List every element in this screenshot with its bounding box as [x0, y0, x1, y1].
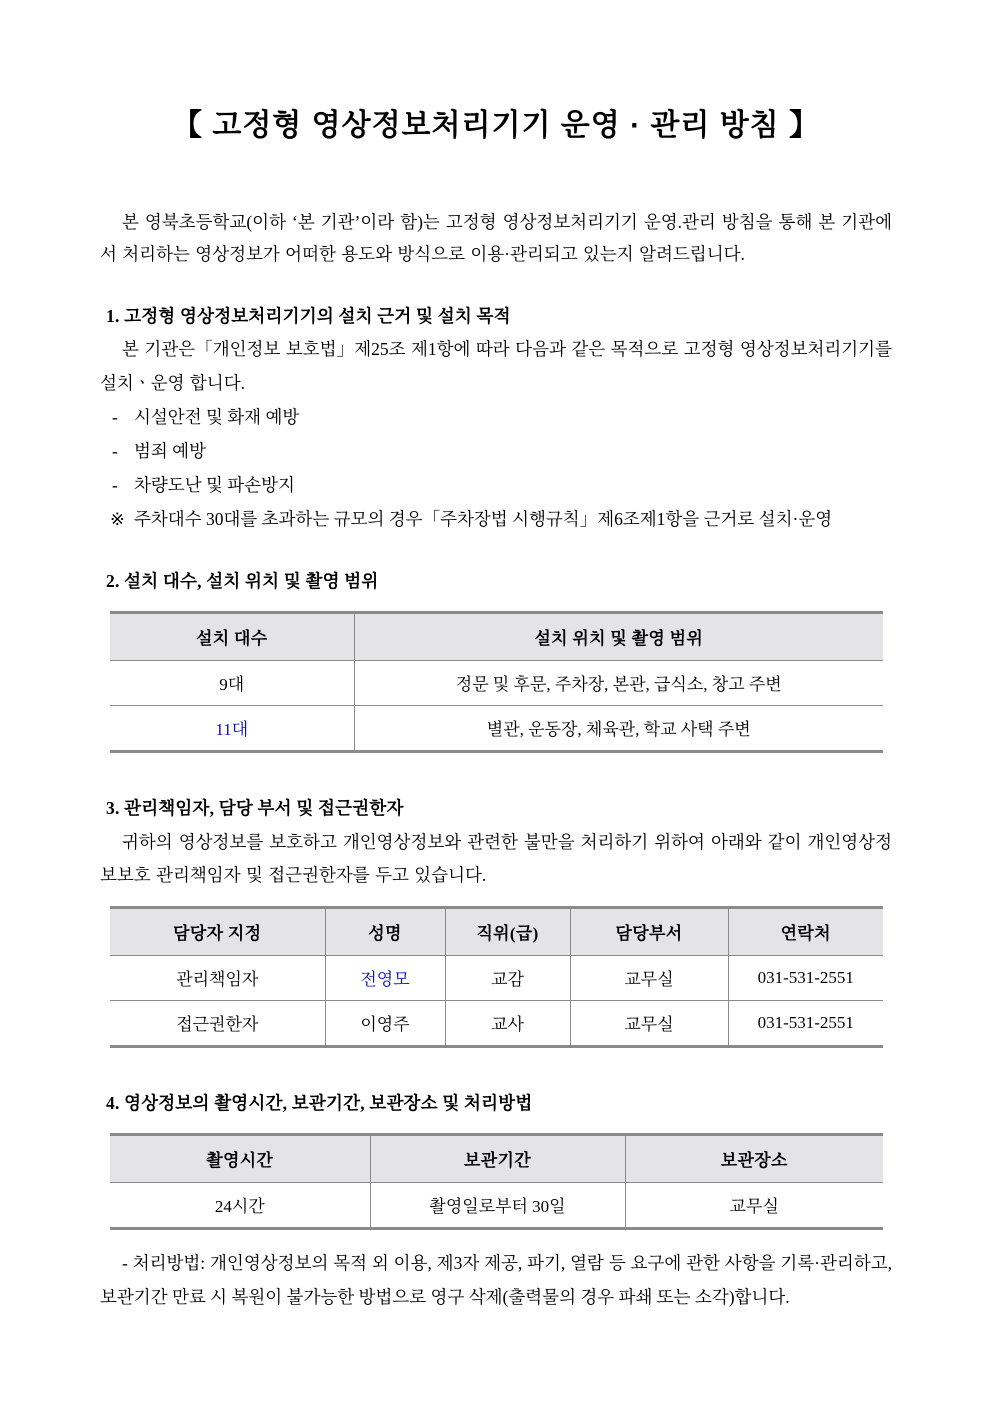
column-header-location: 설치 위치 및 촬영 범위: [354, 613, 883, 661]
section-3-table-wrap: [100, 906, 892, 1048]
dash-bullet-icon: -: [112, 475, 118, 496]
table-header-row: [110, 1134, 883, 1182]
section-1: [100, 301, 892, 537]
cell-department: 교무실: [570, 956, 728, 1001]
cell-time: 24시간: [110, 1182, 370, 1228]
section-2-table-wrap: [100, 611, 892, 753]
page-title: 【 고정형 영상정보처리기기 운영 · 관리 방침 】: [172, 109, 820, 142]
section-4-tail: [100, 1246, 892, 1314]
cell-role: 관리책임자: [110, 956, 325, 1001]
intro-paragraph: 본 영북초등학교(이하 ‘본 기관’이라 함)는 고정형 영상정보처리기기 운영.관리 방침을 통해 본 기관에서 처리하는 영상정보가 어떠한 용도와 방식으로 이용·관리되고 있는지 알려드립니다.: [100, 212, 892, 265]
table-row: [110, 1182, 883, 1228]
column-header-period: 보관기간: [370, 1134, 625, 1182]
column-header-name: 성명: [325, 908, 445, 956]
section-4-table-wrap: [100, 1133, 892, 1230]
list-item: [100, 400, 892, 434]
column-header-place: 보관장소: [625, 1134, 883, 1182]
manager-table: [110, 906, 883, 1048]
list-item: [100, 434, 892, 468]
cell-role: 접근권한자: [110, 1001, 325, 1047]
cell-location: 정문 및 후문, 주차장, 본관, 급식소, 창고 주변: [354, 661, 883, 706]
cell-count: 11대: [110, 706, 354, 752]
section-1-bullet-list: [100, 400, 892, 502]
section-4-heading: 4. 영상정보의 촬영시간, 보관기간, 보관장소 및 처리방법: [106, 1093, 533, 1114]
cell-place: 교무실: [625, 1182, 883, 1228]
cell-count: 9대: [110, 661, 354, 706]
cell-contact: 031-531-2551: [728, 1001, 883, 1047]
list-item-label: 범죄 예방: [134, 441, 206, 461]
cell-name: 전영모: [325, 956, 445, 1001]
cell-department: 교무실: [570, 1001, 728, 1047]
section-3: [100, 793, 892, 1048]
cell-position: 교사: [445, 1001, 570, 1047]
table-row: [110, 1001, 883, 1047]
table-header-row: [110, 613, 883, 661]
column-header-role: 담당자 지정: [110, 908, 325, 956]
section-4-tail-text: 처리방법: 개인영상정보의 목적 외 이용, 제3자 제공, 파기, 열람 등 요구에 관한 사항을 기록·관리하고, 보관기간 만료 시 복원이 불가능한 방법으로 영구 삭제(출력물의 경우 파쇄 또는 소각)합니다.: [100, 1252, 893, 1307]
installation-table: [110, 611, 883, 753]
section-4: [100, 1088, 892, 1314]
cell-period: 촬영일로부터 30일: [370, 1182, 625, 1228]
cell-location: 별관, 운동장, 체육관, 학교 사택 주변: [354, 706, 883, 752]
column-header-time: 촬영시간: [110, 1134, 370, 1182]
table-row: [110, 956, 883, 1001]
section-1-note-text: 주차대수 30대를 초과하는 규모의 경우「주차장법 시행규칙」제6조제1항을 근거로 설치·운영: [134, 509, 833, 530]
section-3-paragraph: 귀하의 영상정보를 보호하고 개인영상정보와 관련한 불만을 처리하기 위하여 아래와 같이 개인영상정보보호 관리책임자 및 접근권한자를 두고 있습니다.: [100, 831, 892, 885]
dash-bullet-icon: -: [122, 1252, 128, 1273]
cell-contact: 031-531-2551: [728, 956, 883, 1001]
table-header-row: [110, 908, 883, 956]
reference-mark-icon: ※: [110, 509, 125, 530]
list-item: [100, 468, 892, 502]
retention-table: [110, 1133, 883, 1230]
column-header-count: 설치 대수: [110, 613, 354, 661]
section-1-note: [100, 502, 892, 536]
column-header-position: 직위(급): [445, 908, 570, 956]
table-row: [110, 706, 883, 752]
section-2-heading: 2. 설치 대수, 설치 위치 및 촬영 범위: [106, 571, 379, 592]
column-header-department: 담당부서: [570, 908, 728, 956]
cell-name: 이영주: [325, 1001, 445, 1047]
section-1-paragraph: 본 기관은「개인정보 보호법」제25조 제1항에 따라 다음과 같은 목적으로 고정형 영상정보처리기기를 설치ㆍ운영 합니다.: [100, 339, 892, 393]
column-header-contact: 연락처: [728, 908, 883, 956]
list-item-label: 차량도난 및 파손방지: [134, 475, 295, 496]
dash-bullet-icon: -: [112, 441, 118, 461]
cell-position: 교감: [445, 956, 570, 1001]
section-3-heading: 3. 관리책임자, 담당 부서 및 접근권한자: [106, 798, 404, 818]
section-2: [100, 566, 892, 753]
section-1-heading: 1. 고정형 영상정보처리기기의 설치 근거 및 설치 목적: [106, 305, 511, 326]
table-row: [110, 661, 883, 706]
list-item-label: 시설안전 및 화재 예방: [134, 406, 300, 427]
dash-bullet-icon: -: [112, 406, 118, 427]
